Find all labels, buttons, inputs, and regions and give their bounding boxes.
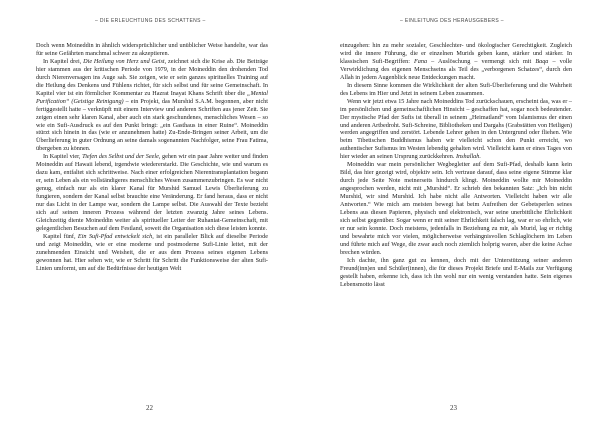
italic-text: Inshallah. [455, 153, 481, 161]
text-run: Ich dachte, ihn ganz gut zu kennen, doch mit der Unterstützung seiner anderen Freund(inn)en und Schüler(innen), die für dieses Projekt Briefe und E-Mails zur Verfügung gestellt haben, erkenne ich, dass ich ihn wohl nur ein wenig verstanden hatte. Sein eigenes Lebensmotto lässt [340, 256, 572, 288]
italic-text: Tiefen des Selbst und der Seele, [82, 153, 161, 161]
italic-text: Fana [414, 57, 428, 65]
paragraph [340, 161, 572, 256]
italic-text: „Mental Purification“ (Geistige Reinigung) [36, 89, 268, 105]
paragraph [340, 42, 572, 82]
text-run: zeichnet sich die Krise ab. Die Beiträge hier stammen aus der kritischen Periode von 1979, in der Moineddin den drohenden Tod durch Nierenversagen ins Auge sah. Sie zeigen, wie er sein ganzes spirituelles Training auf die Heilung des Denkens und Fühlens richtet, für sich selbst und für seine Gemeinschaft. In Kapitel vier ist ein förmlicher Kommentar zu Hazrat Inayat Khans Schrift über die [36, 57, 268, 97]
text-run: In diesem Sinne kommen die Wirklichkeit der alten Sufi-Überlieferung und die Wahrheit des Lebens im Hier und Jetzt in seinem Leben zusammen. [340, 81, 572, 97]
page-number: 23 [450, 404, 457, 412]
text-run: Moineddin war mein persönlicher Wegbegleiter auf dem Sufi-Pfad, deshalb kann kein Bild, das hier gezeigt wird, objektiv sein. Ich vertraue darauf, dass seine eigene Stimme klar durch jede Seite Note meinerseits hindurch klingt. Moineddin wollte mir Moineddin angesprochen werden, nicht mit „Murshid“. Er schrieb den bekannten Satz: „Ich bin nicht Murshid, wir sind Murshid. Ich habe nicht alle Antworten. Vielleicht haben wir alle Antworten.“ Wie mich am meisten bewegt hat beim Aufreihen der Gebetsperlen seines Lebens aus diesen Papieren, physisch und elektronisch, war seine unerbittliche Ehrlichkeit sich selbst gegenüber. Sogar wenn er mit seiner Ehrlichkeit falsch lag, war er so ehrlich, wie er nur sein konnte. Doch meistens, jedenfalls in Beziehung zu mir, als Murid, lag er richtig und bewahrte mich vor vielen, möglicherweise verhängnisvollen Schlaglöchern im Leben und führte mich auf Wege, die zwar auch noch ziemlich holprig waren, aber die keine Achse brechen würden. [340, 161, 572, 256]
paragraph [36, 233, 268, 273]
paragraph [36, 42, 268, 58]
text-run: In Kapitel drei, [43, 57, 84, 65]
paragraph [36, 153, 268, 233]
running-header: – DIE ERLEUCHTUNG DES SCHATTENS – [95, 18, 206, 24]
page-number: 22 [146, 404, 153, 412]
text-run: gehen wir ein paar Jahre weiter und finden Moineddin auf Hawaii lebend, irgendwie wiedererstarkt. Die Geschichte, wie und warum es dazu kam, entfaltet sich schrittweise. Nach einer erfolgreichen Nierentransplantation begann er, sein Leben als ein vollständigeres menschliches Wesen zusammenzubringen. Es war nicht genug, einfach nur als ein klarer Kanal für Murshid Samuel Lewis Überlieferung zu fungieren, sondern der Kanal selbst brauchte eine Veränderung. Er fand heraus, dass er nicht nur das Licht in der Lampe war, sondern die Lampe selbst. Die Auswahl der Texte bezieht sich auf seinen inneren Prozess während der letzten zwanzig Jahre seines Lebens. Gleichzeitig diente Moineddin weiter als spiritueller Leiter der Ruhaniat-Gemeinschaft, mit gelegentlichen Besuchen auf dem Festland, soweit die Organisation sich diese leisten konnte. [36, 153, 268, 232]
text-run: Doch wenn Moineddin in ähnlich widersprüchlicher und unüblicher Weise handelte, war das für seine Gefährten manchmal schwer zu akzeptieren. [36, 42, 268, 57]
text-run: In Kapitel vier, [43, 153, 83, 161]
paragraph [340, 82, 572, 98]
text-block [36, 42, 268, 273]
text-run: – ein Projekt, das Murshid S.A.M. begonnen, aber nicht fertiggestellt hatte – verknüpft mit einem Interview und anderen Schriften aus jener Zeit. Sie zeigen einen sehr klaren Kanal, aber auch ein stark geschundenes, menschliches Wesen – so wie ein Sufi-Ausdruck es auf den Punkt bringt: „ein Gasthaus in einer Ruine“. Moineddin stürzt sich hinein in das (wie er anzunehmen hatte) Zu-Ende-Bringen seiner Arbeit, um die Überlieferung in guter Ordnung an seine damals sogenannten Nachfolger, seine Frau Fatima, übergeben zu können. [36, 97, 268, 153]
text-run: – volle Verwirklichung des eigenen Menschseins als Teil des „verborgenen Schatzes“, durch den Allah in jedem Augenblick neue Entdeckungen macht. [340, 57, 572, 81]
italic-text: Ein Sufi-Pfad entwickelt sich, [77, 232, 154, 240]
italic-text: Baqa [535, 57, 549, 65]
paragraph [36, 58, 268, 153]
paragraph [340, 98, 572, 162]
right-page [300, 0, 600, 435]
text-run: – Auslöschung – vermengt sich mit [427, 57, 536, 65]
text-run: einzugehen: hin zu mehr sozialer, Geschlechter- und ökologischer Gerechtigkeit. Zugleich wird die innere Führung, die er einzelnen Murids geben kann, stärker und stärker. In klassischen Sufi-Begriffen: [340, 42, 572, 65]
text-run: ist ein paralleler Blick auf dieselbe Periode und zeigt Moineddin, wie er eine moderne und postmoderne Sufi-Linie leitet, mit der zunehmenden Einsicht und Weisheit, die er aus dem Prozess seines eigenen Lebens gewonnen hat. Hier sehen wir, wie er Schritt für Schritt die Funktionsweise der alten Sufi-Linien umformt, um auf die Bedürfnisse der heutigen Welt [36, 232, 268, 272]
paragraph [340, 257, 572, 289]
text-block [340, 42, 572, 289]
text-run: Kapitel fünf, [43, 232, 78, 240]
running-header: – EINLEITUNG DES HERAUSGEBERS – [400, 18, 504, 24]
text-run: Wenn wir jetzt etwa 15 Jahre nach Moineddins Tod zurückschauen, erscheint das, was er – im persönlichen und gemeinschaftlichen Hinsicht – geschaffen hat, sogar noch bedeutender. Der mystische Pfad der Sufis ist überall in seinem „Heimatland“ vom Islamismus der einen und anderen Artbedroht. Sufi-Schreine, Bibliotheken und Dargahs (Grabstätten von Heiligen) werden angegriffen und zerstört. Lebende Lehrer gehen in den Untergrund oder fliehen. Wie beim Tibetischen Buddhismus haben wir vielleicht schon den Punkt erreicht, wo authentischer Sufismus im Westen lebendig gehalten wird. Vielleicht kann er eines Tages von hier wieder an seinen Ursprung zurückkehren. [340, 97, 572, 161]
italic-text: Die Heilung von Herz und Geist, [83, 57, 167, 65]
